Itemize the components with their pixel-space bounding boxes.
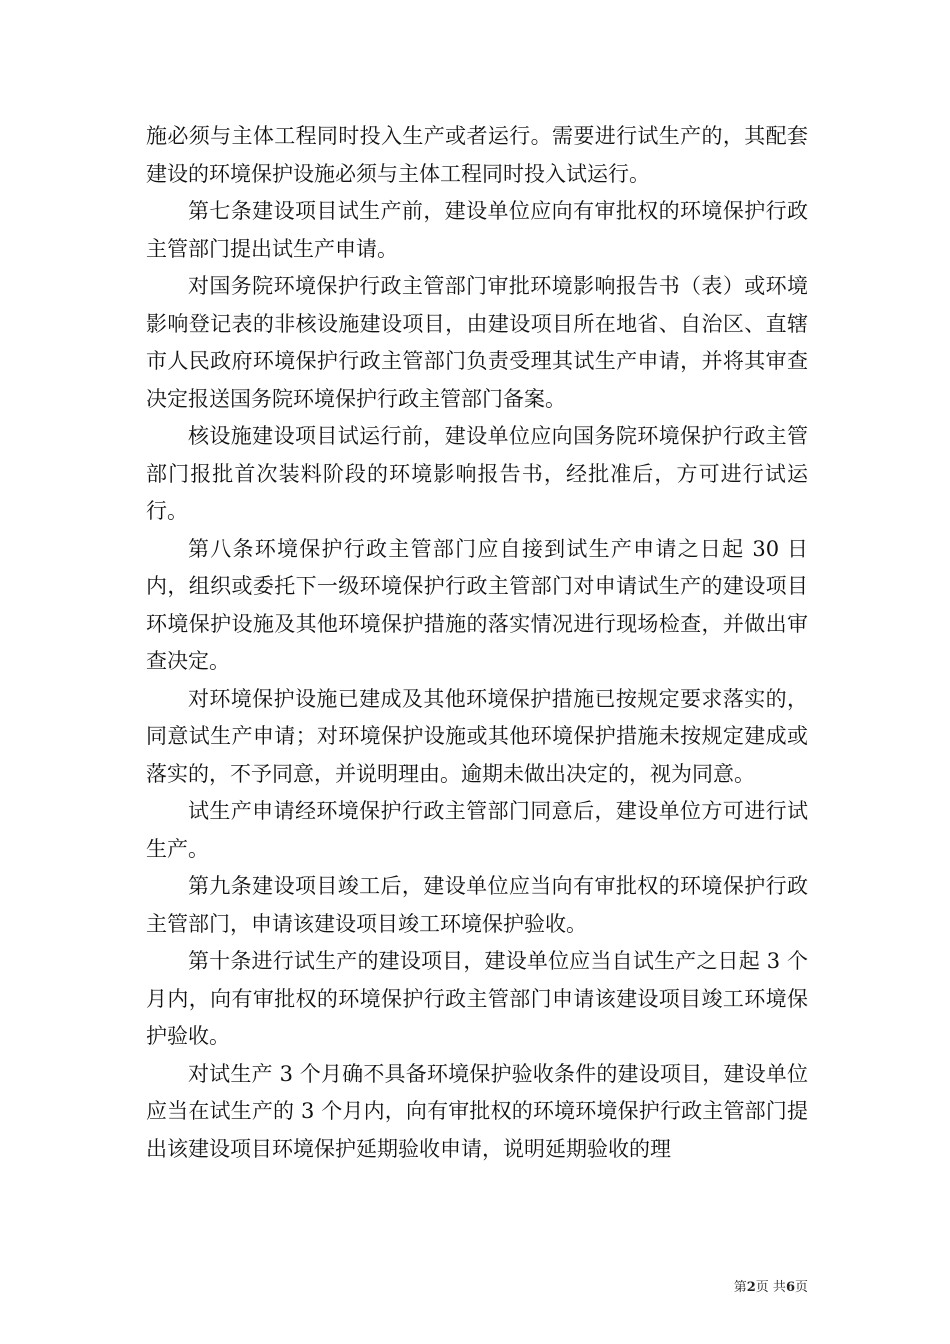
paragraph-6: 对环境保护设施已建成及其他环境保护措施已按规定要求落实的，同意试生产申请；对环境保护设施或其他环境保护措施未按规定建成或落实的，不予同意，并说明理由。逾期未做出决定的，视为同意。 — [146, 686, 808, 786]
paragraph-1: 施必须与主体工程同时投入生产或者运行。需要进行试生产的，其配套建设的环境保护设施必须与主体工程同时投入试运行。 — [146, 124, 808, 186]
paragraph-4: 核设施建设项目试运行前，建设单位应向国务院环境保护行政主管部门报批首次装料阶段的环境影响报告书，经批准后，方可进行试运行。 — [146, 424, 808, 523]
current-page-number: 2 — [746, 1280, 756, 1295]
footer-prefix: 第 — [733, 1280, 747, 1295]
footer-middle: 页 共 — [755, 1280, 786, 1295]
document-body — [146, 118, 808, 1168]
footer-suffix: 页 — [794, 1280, 808, 1295]
paragraph-5: 第八条环境保护行政主管部门应自接到试生产申请之日起 30 日内，组织或委托下一级环境保护行政主管部门对申请试生产的建设项目环境保护设施及其他环境保护措施的落实情况进行现场检查，并做出审查决定。 — [146, 536, 808, 673]
paragraph-9: 第十条进行试生产的建设项目，建设单位应当自试生产之日起 3 个月内，向有审批权的环境保护行政主管部门申请该建设项目竣工环境保护验收。 — [146, 949, 808, 1048]
total-pages-number: 6 — [785, 1280, 795, 1295]
page-number-footer — [734, 1276, 808, 1295]
paragraph-10: 对试生产 3 个月确不具备环境保护验收条件的建设项目，建设单位应当在试生产的 3 个月内，向有审批权的环境环境保护行政主管部门提出该建设项目环境保护延期验收申请，说明延期验收的理 — [146, 1061, 808, 1161]
paragraph-7: 试生产申请经环境保护行政主管部门同意后，建设单位方可进行试生产。 — [146, 799, 808, 861]
paragraph-2: 第七条建设项目试生产前，建设单位应向有审批权的环境保护行政主管部门提出试生产申请。 — [146, 199, 808, 261]
paragraph-3: 对国务院环境保护行政主管部门审批环境影响报告书（表）或环境影响登记表的非核设施建设项目，由建设项目所在地省、自治区、直辖市人民政府环境保护行政主管部门负责受理其试生产申请，并将其审查决定报送国务院环境保护行政主管部门备案。 — [146, 274, 808, 411]
paragraph-8: 第九条建设项目竣工后，建设单位应当向有审批权的环境保护行政主管部门，申请该建设项目竣工环境保护验收。 — [146, 874, 808, 936]
